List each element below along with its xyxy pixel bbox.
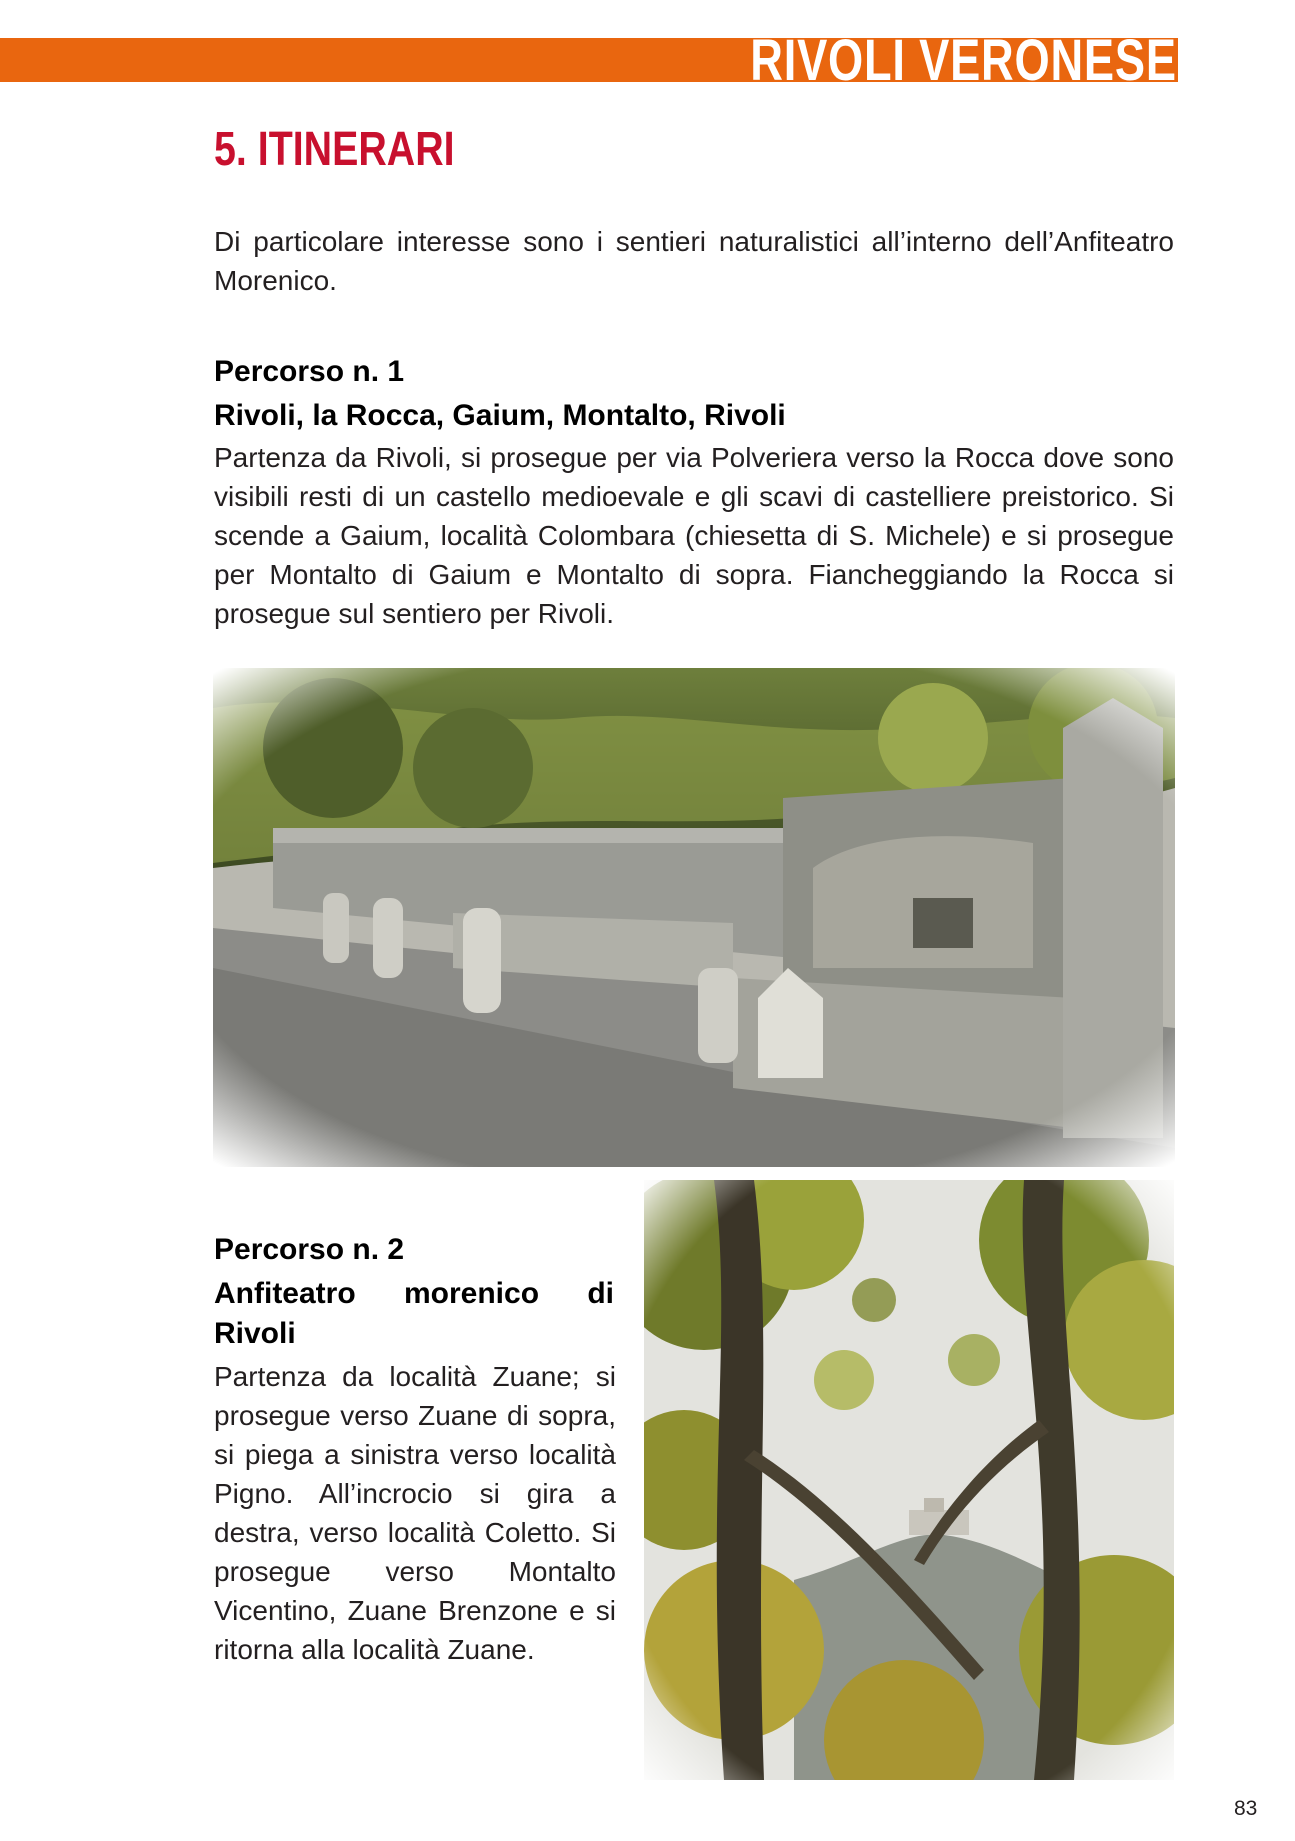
page-number: 83 — [1234, 1797, 1258, 1820]
header-title: RIVOLI VERONESE — [750, 28, 1177, 93]
section-title: 5. ITINERARI — [214, 123, 455, 176]
route-1-label: Percorso n. 1 — [214, 355, 405, 388]
route-1-description: Partenza da Rivoli, si prosegue per via Polveriera verso la Rocca dove sono visibili resti di un castello medioevale e gli scavi di castelliere preistorico. Si scende a Gaium, località Colombara (chiesetta di S. Michele) e si prosegue per Montalto di Gaium e Montalto di sopra. Fiancheggiando la Rocca si prosegue sul sentiero per Rivoli. — [214, 442, 1174, 629]
route-1-name: Rivoli, la Rocca, Gaium, Montalto, Rivoli — [214, 399, 786, 432]
fountain-photo — [213, 668, 1175, 1167]
intro-paragraph: Di particolare interesse sono i sentieri naturalistici all’interno dell’Anfiteatro Morenico. — [214, 226, 1174, 296]
route-2-name: Anfiteatro morenico di Rivoli — [214, 1277, 614, 1350]
route-2-label: Percorso n. 2 — [214, 1233, 405, 1266]
route-2-description: Partenza da località Zuane; si prosegue verso Zuane di sopra, si piega a sinistra verso località Pigno. All’incrocio si gira a destra, verso località Coletto. Si prosegue verso Montalto Vicentino, Zuane Brenzone e si ritorna alla località Zuane. — [214, 1361, 616, 1665]
forest-fortress-photo — [644, 1180, 1174, 1780]
